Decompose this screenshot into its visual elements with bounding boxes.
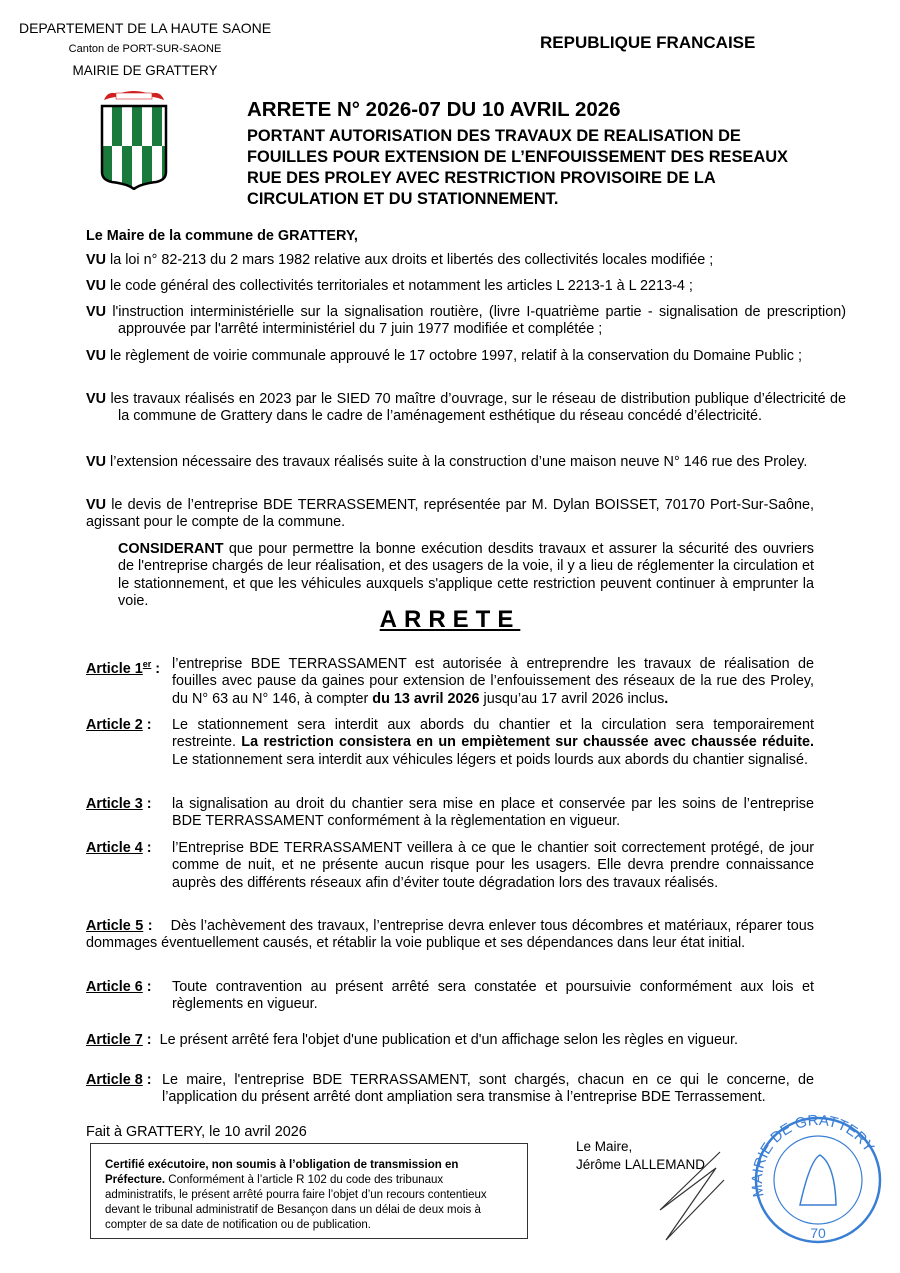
- stamp-text: MAIRIE DE GRATTERY: [748, 1111, 878, 1199]
- article-4: Article 4 : l’Entreprise BDE TERRASSAMENT veillera à ce que le chantier soit correctement protégé, de jour comme de nuit, et ne présente aucun risque pour les usagers. Elle devra prendre connaissance auprès des différents réseaux afin d’éviter toute dégradation lors des travaux réalisés.: [86, 840, 814, 891]
- svg-text:MAIRIE DE GRATTERY: [749, 1112, 877, 1198]
- mairie: MAIRIE DE GRATTERY: [72, 63, 218, 78]
- vu-item: VU le code général des collectivités territoriales et notamment les articles L 2213-1 à L 2213-4 ;: [86, 278, 693, 294]
- canton: Canton de PORT-SUR-SAONE: [68, 43, 222, 55]
- article-1: Article 1er : l’entreprise BDE TERRASSAMENT est autorisée à entreprendre les travaux de réalisation de fouilles avec pause da gaines pour extension de l’enfouissement des réseaux de la rue des Proley, du N° 63 au N° 146, à compter du 13 avril 2026 jusqu’au 17 avril 2026 inclus.: [86, 656, 814, 707]
- page-title: ARRETE N° 2026-07 DU 10 AVRIL 2026: [247, 98, 621, 121]
- article-5: Article 5 : Dès l’achèvement des travaux, l’entreprise devra enlever tous décombres et matériaux, réparer tous dommages éventuellement causés, et rétablir la voie publique et ses dépendances dans leur état initial.: [86, 918, 814, 952]
- fait-a: Fait à GRATTERY, le 10 avril 2026: [86, 1124, 307, 1140]
- stamp-and-signature-icon: [650, 1110, 890, 1270]
- article-2: Article 2 : Le stationnement sera interdit aux abords du chantier et la circulation sera temporairement restreinte. La restriction consistera en un empiètement sur chaussée avec chaussée réduite. Le stationnement sera interdit aux véhicules légers et poids lourds aux abords du chantier signalisé.: [86, 717, 815, 768]
- article-3: Article 3 : la signalisation au droit du chantier sera mise en place et conservée par les soins de l’entreprise BDE TERRASSAMENT conformément à la règlementation en vigueur.: [86, 796, 814, 830]
- department: DEPARTEMENT DE LA HAUTE SAONE: [18, 20, 272, 36]
- article-6: Article 6 : Toute contravention au présent arrêté sera constatée et poursuivie conformément aux lois et règlements en vigueur.: [86, 979, 814, 1013]
- signature-role: Le Maire,: [576, 1139, 633, 1154]
- certification-box: Certifié exécutoire, non soumis à l’obligation de transmission en Préfecture. Conformément à l’article R 102 du code des tribunaux administratifs, le présent arrêté pourra faire l’objet d’un recours contentieux devant le tribunal administratif de Besançon dans un délai de deux mois à compter de sa date de notification ou de publication.: [90, 1143, 528, 1239]
- considerant: CONSIDERANT que pour permettre la bonne exécution desdits travaux et assurer la sécurité des ouvriers de l'entreprise chargés de leur réalisation, et des usagers de la voie, il y a lieu de réglementer la circulation et le stationnement, et que les véhicules auxquels s'applique cette restriction peuvent continuer à emprunter la voie.: [118, 541, 814, 610]
- vu-item: VU le règlement de voirie communale approuvé le 17 octobre 1997, relatif à la conservation du Domaine Public ;: [86, 348, 802, 364]
- vu-item: VU l'instruction interministérielle sur la signalisation routière, (livre I-quatrième partie - signalisation de prescription) approuvée par l'arrêté interministériel du 7 juin 1977 modifiée et complétée ;: [86, 304, 846, 338]
- vu-item: VU la loi n° 82-213 du 2 mars 1982 relative aux droits et libertés des collectivités locales modifiée ;: [86, 252, 714, 268]
- svg-text:70: 70: [810, 1225, 826, 1241]
- vu-item: VU les travaux réalisés en 2023 par le SIED 70 maître d’ouvrage, sur le réseau de distribution publique d’électricité de la commune de Grattery dans le cadre de l’aménagement esthétique du réseau concédé d’électricité.: [86, 391, 847, 425]
- arrete-heading: ARRETE: [379, 606, 521, 633]
- coat-of-arms-icon: [98, 88, 170, 190]
- vu-item: VU le devis de l’entreprise BDE TERRASSEMENT, représentée par M. Dylan BOISSET, 70170 Port-Sur-Saône, agissant pour le compte de la commune.: [86, 497, 814, 531]
- intro: Le Maire de la commune de GRATTERY,: [86, 228, 358, 244]
- republique: REPUBLIQUE FRANCAISE: [540, 33, 756, 52]
- page-subtitle: PORTANT AUTORISATION DES TRAVAUX DE REALISATION DE FOUILLES POUR EXTENSION DE L’ENFOUISSEMENT DES RESEAUX RUE DES PROLEY AVEC RESTRICTION PROVISOIRE DE LA CIRCULATION ET DU STATIONNEMENT.: [247, 127, 788, 208]
- article-8: Article 8 : Le maire, l'entreprise BDE TERRASSAMENT, sont chargés, chacun en ce qui le concerne, de l’application du présent arrêté dont ampliation sera transmise à l’entreprise BDE Terrassement.: [86, 1072, 814, 1106]
- article-7: Article 7 : Le présent arrêté fera l'objet d'une publication et d'un affichage selon les règles en vigueur.: [86, 1032, 738, 1048]
- vu-item: VU l’extension nécessaire des travaux réalisés suite à la construction d’une maison neuve N° 146 rue des Proley.: [86, 454, 808, 470]
- signature-name: Jérôme LALLEMAND: [576, 1157, 706, 1172]
